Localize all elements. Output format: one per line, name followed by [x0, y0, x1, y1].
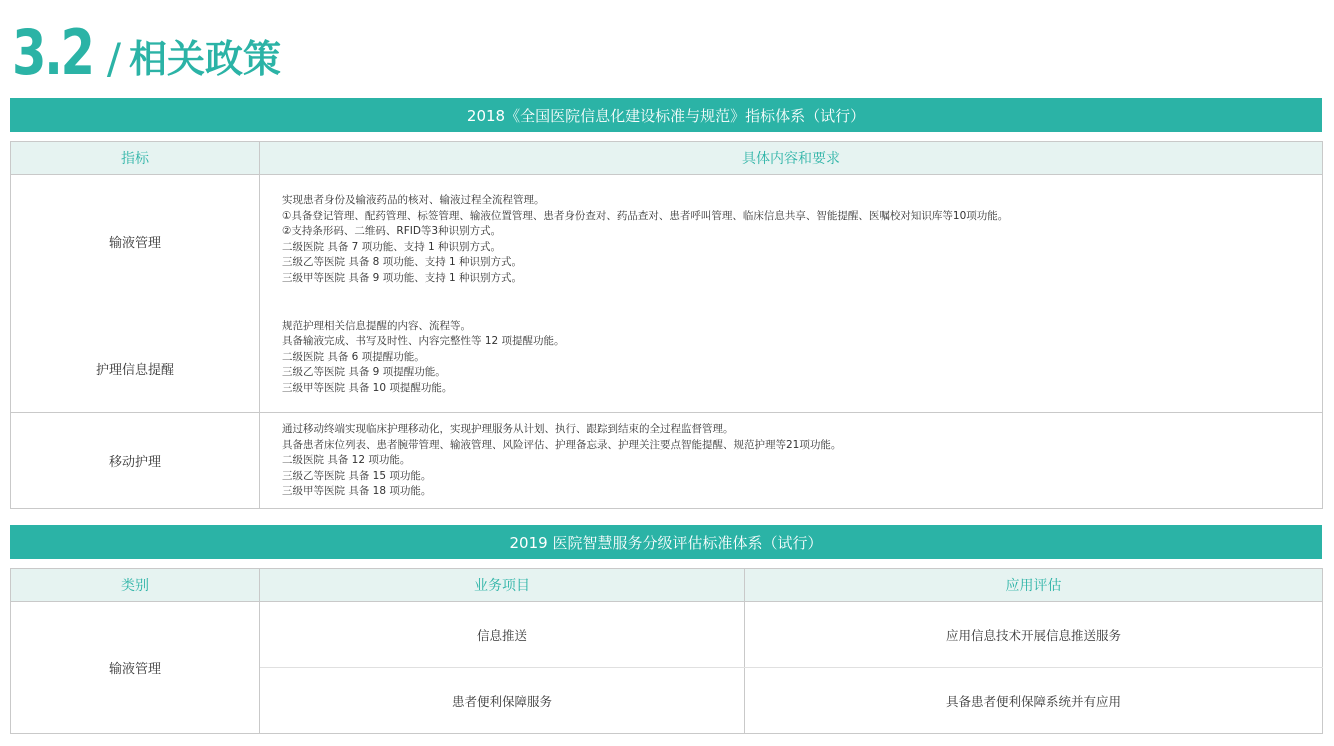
requirement-line: 具备患者床位列表、患者腕带管理、输液管理、风险评估、护理备忘录、护理关注要点智能提醒、规范护理等21项功能。 [282, 438, 842, 451]
requirement-line: 具备输液完成、书写及时性、内容完整性等 12 项提醒功能。 [282, 335, 565, 348]
requirement-line: ①具备登记管理、配药管理、标签管理、输液位置管理、患者身份查对、药品查对、患者呼叫管理、临床信息共享、智能提醒、医嘱校对知识库等10项功能。 [282, 209, 1009, 222]
requirements-cell [260, 175, 1323, 309]
requirement-line: 三级乙等医院 具备 9 项提醒功能。 [282, 366, 446, 379]
category-cell: 输液管理 [11, 602, 260, 734]
requirement-line: ②支持条形码、二维码、RFID等3种识别方式。 [282, 225, 502, 238]
indicator-cell: 移动护理 [11, 413, 260, 509]
evaluation-cell: 应用信息技术开展信息推送服务 [745, 602, 1323, 668]
requirement-line: 实现患者身份及输液药品的核对、输液过程全流程管理。 [282, 194, 545, 206]
table-row [11, 175, 1323, 309]
column-header-indicator: 指标 [11, 142, 260, 175]
column-header-evaluation: 应用评估 [745, 569, 1323, 602]
indicator-cell: 护理信息提醒 [11, 309, 260, 413]
table-header-row [11, 569, 1323, 602]
standard-2018-banner: 2018《全国医院信息化建设标准与规范》指标体系（试行） [10, 98, 1322, 132]
requirements-cell [260, 309, 1323, 413]
table-header-row [11, 142, 1323, 175]
requirement-line: 三级甲等医院 具备 10 项提醒功能。 [282, 381, 453, 394]
indicator-cell: 输液管理 [11, 175, 260, 309]
table-row [11, 413, 1323, 509]
column-header-category: 类别 [11, 569, 260, 602]
requirement-line: 三级甲等医院 具备 9 项功能、支持 1 种识别方式。 [282, 271, 523, 284]
requirement-line: 二级医院 具备 12 项功能。 [282, 454, 411, 467]
column-header-requirements: 具体内容和要求 [260, 142, 1323, 175]
standard-2019-banner: 2019 医院智慧服务分级评估标准体系（试行） [10, 525, 1322, 559]
requirement-line: 三级乙等医院 具备 15 项功能。 [282, 469, 432, 482]
evaluation-cell: 具备患者便利保障系统并有应用 [745, 668, 1323, 734]
business-item-cell: 患者便利保障服务 [260, 668, 745, 734]
table-row [11, 309, 1323, 413]
requirement-line: 三级甲等医院 具备 18 项功能。 [282, 485, 432, 498]
page-title [12, 4, 282, 89]
table-row [11, 602, 1323, 668]
section-title: 相关政策 [129, 37, 282, 81]
business-item-cell: 信息推送 [260, 602, 745, 668]
title-separator: / [106, 34, 121, 83]
requirement-line: 二级医院 具备 6 项提醒功能。 [282, 350, 425, 363]
column-header-business-item: 业务项目 [260, 569, 745, 602]
requirement-line: 二级医院 具备 7 项功能、支持 1 种识别方式。 [282, 240, 502, 253]
requirement-line: 规范护理相关信息提醒的内容、流程等。 [282, 319, 471, 332]
requirement-line: 三级乙等医院 具备 8 项功能、支持 1 种识别方式。 [282, 256, 523, 269]
requirement-line: 通过移动终端实现临床护理移动化，实现护理服务从计划、执行、跟踪到结束的全过程监督管理。 [282, 423, 734, 435]
standard-2019-table [10, 568, 1323, 734]
section-number: 3.2 [12, 16, 93, 89]
requirements-cell [260, 413, 1323, 509]
standard-2018-table [10, 141, 1323, 509]
